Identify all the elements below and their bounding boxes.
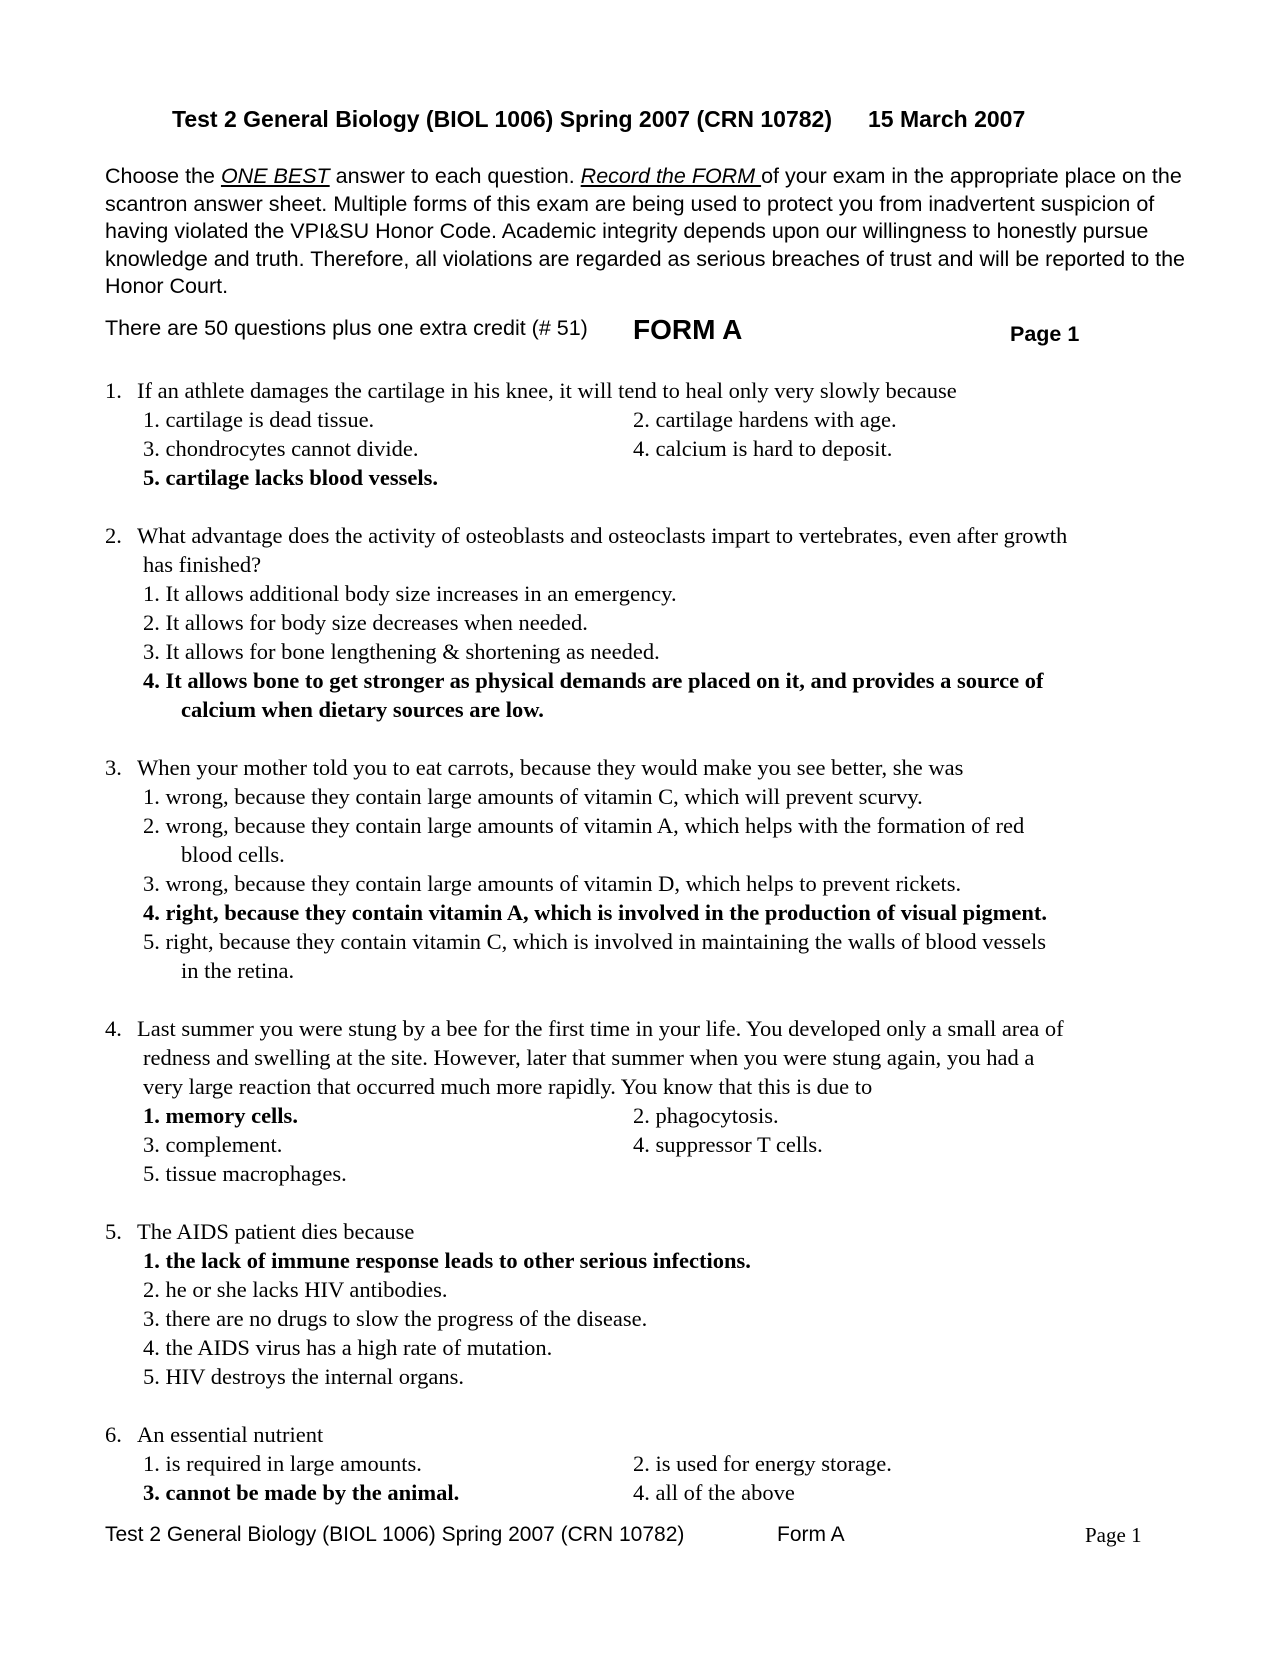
option: 4. all of the above: [633, 1480, 795, 1505]
question-3: [105, 753, 1185, 985]
option: 2. is used for energy storage.: [633, 1451, 892, 1476]
option-continued: blood cells.: [181, 842, 285, 867]
option-correct: 4. right, because they contain vitamin A, which is involved in the production of visual pigment.: [143, 900, 1048, 925]
option: 3. chondrocytes cannot divide.: [143, 436, 419, 461]
question-5: [105, 1217, 1185, 1391]
option: 3. there are no drugs to slow the progress of the disease.: [143, 1306, 648, 1331]
option-continued: in the retina.: [181, 958, 295, 983]
title-course: Test 2 General Biology (BIOL 1006) Spring 2007 (CRN 10782): [172, 106, 832, 132]
question-stem: 1. If an athlete damages the cartilage in his knee, it will tend to heal only very slowly because: [105, 378, 957, 403]
option: 5. tissue macrophages.: [143, 1161, 347, 1186]
page-title: [172, 106, 1025, 133]
option-correct: 1. the lack of immune response leads to other serious infections.: [143, 1248, 751, 1273]
option: 5. HIV destroys the internal organs.: [143, 1364, 464, 1389]
option: 2. cartilage hardens with age.: [633, 407, 897, 432]
question-stem-continued: redness and swelling at the site. However, later that summer when you were stung again, you had a: [143, 1045, 1035, 1070]
form-label: FORM A: [633, 314, 743, 345]
intro-text-3: of your exam in the appropriate place on the scantron answer sheet. Multiple forms of this exam are being used to protect you from inadvertent suspicion of having violated the VPI&SU Honor Code. Academic integrity depends upon our willingness to honestly pursue knowledge and truth. Therefore, all violations are regarded as serious breaches of trust and will be reported to the Honor Court.: [105, 164, 1186, 298]
question-list: [105, 376, 1185, 1536]
question-4: [105, 1014, 1185, 1188]
option-correct: 4. It allows bone to get stronger as physical demands are placed on it, and provides a source of: [143, 668, 1044, 693]
option: 2. It allows for body size decreases when needed.: [143, 610, 588, 635]
intro-text-2: answer to each question.: [329, 164, 581, 188]
intro-emphasis-record-form: Record the FORM: [580, 164, 762, 188]
option-correct: 5. cartilage lacks blood vessels.: [143, 465, 438, 490]
question-stem-continued: has finished?: [143, 552, 262, 577]
title-date: 15 March 2007: [867, 106, 1026, 132]
option: 4. suppressor T cells.: [633, 1132, 823, 1157]
question-stem: 6. An essential nutrient: [105, 1422, 324, 1447]
page-label: Page 1: [1010, 322, 1080, 346]
question-stem: 4. Last summer you were stung by a bee for the first time in your life. You developed only a small area of: [105, 1016, 1064, 1041]
option-correct: 3. cannot be made by the animal.: [143, 1480, 460, 1505]
option: 2. phagocytosis.: [633, 1103, 779, 1128]
option: 2. he or she lacks HIV antibodies.: [143, 1277, 448, 1302]
question-count: There are 50 questions plus one extra credit (# 51): [105, 316, 588, 340]
option: 3. complement.: [143, 1132, 283, 1157]
question-stem-continued: very large reaction that occurred much more rapidly. You know that this is due to: [143, 1074, 873, 1099]
option: 1. It allows additional body size increases in an emergency.: [143, 581, 677, 606]
instructions: [105, 163, 1185, 301]
footer-form: Form A: [777, 1523, 845, 1546]
page-footer: [105, 1523, 1165, 1547]
question-stem: 2. What advantage does the activity of osteoblasts and osteoclasts impart to vertebrates, even after growth: [105, 523, 1068, 548]
question-6: [105, 1420, 1185, 1507]
option: 5. right, because they contain vitamin C, which is involved in maintaining the walls of blood vessels: [143, 929, 1046, 954]
footer-page: Page 1: [1085, 1523, 1142, 1547]
option: 4. calcium is hard to deposit.: [633, 436, 893, 461]
option: 1. is required in large amounts.: [143, 1451, 422, 1476]
option: 3. wrong, because they contain large amounts of vitamin D, which helps to prevent rickets.: [143, 871, 962, 896]
intro-emphasis-one-best: ONE BEST: [220, 164, 330, 188]
question-1: [105, 376, 1185, 492]
option: 2. wrong, because they contain large amounts of vitamin A, which helps with the formation of red: [143, 813, 1025, 838]
question-stem: 5. The AIDS patient dies because: [105, 1219, 415, 1244]
option-continued: calcium when dietary sources are low.: [181, 697, 544, 722]
option: 3. It allows for bone lengthening & shortening as needed.: [143, 639, 660, 664]
footer-course: Test 2 General Biology (BIOL 1006) Spring 2007 (CRN 10782): [105, 1523, 685, 1546]
option-correct: 1. memory cells.: [143, 1103, 298, 1128]
option: 1. cartilage is dead tissue.: [143, 407, 375, 432]
option: 4. the AIDS virus has a high rate of mutation.: [143, 1335, 553, 1360]
question-stem: 3. When your mother told you to eat carrots, because they would make you see better, she was: [105, 755, 964, 780]
intro-text-1: Choose the: [105, 164, 221, 188]
question-2: [105, 521, 1185, 724]
option: 1. wrong, because they contain large amounts of vitamin C, which will prevent scurvy.: [143, 784, 923, 809]
